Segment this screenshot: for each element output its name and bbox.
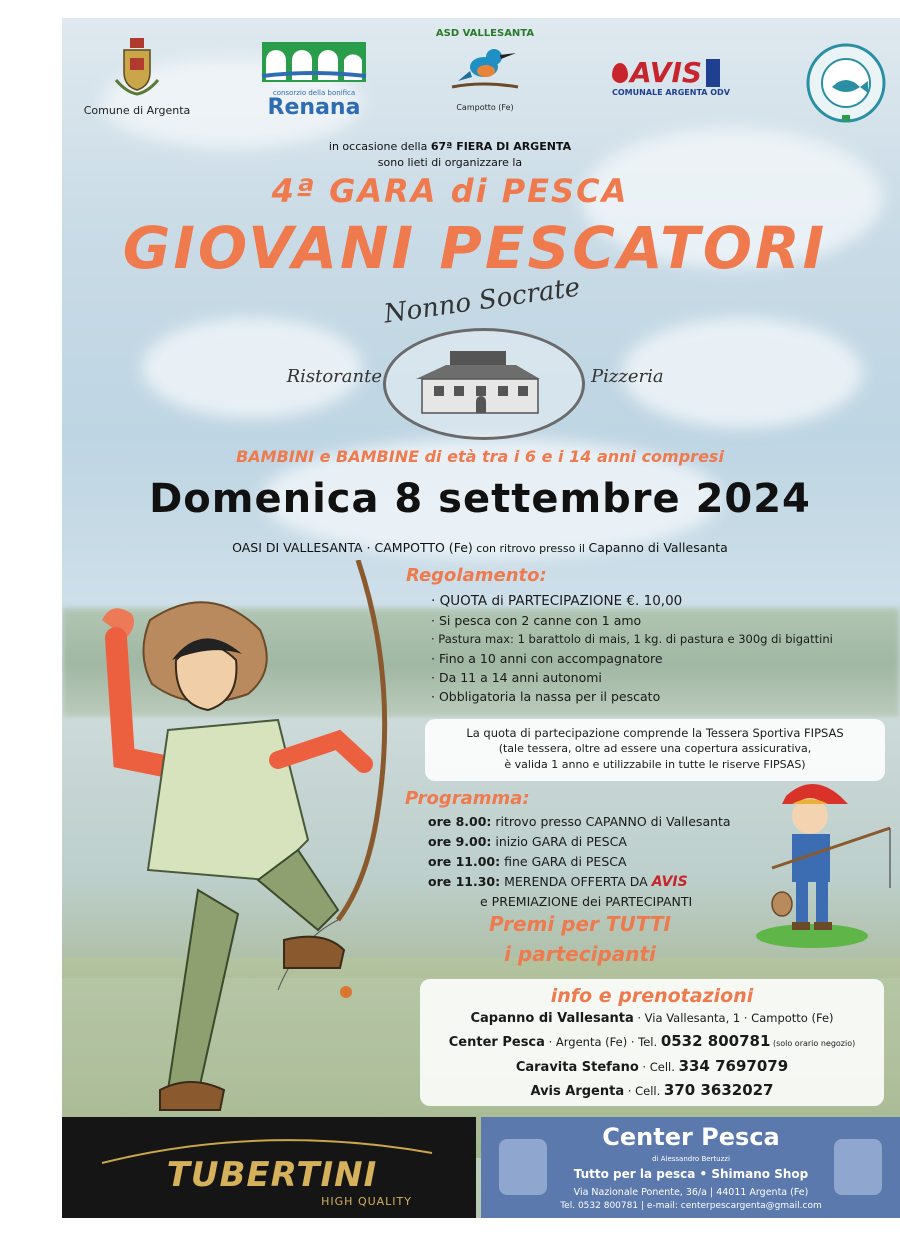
program-text: inizio GARA di PESCA bbox=[495, 834, 627, 849]
center-pesca-banner bbox=[481, 1117, 900, 1218]
info-rest: · Cell. bbox=[638, 1060, 679, 1074]
renana-logo bbox=[258, 40, 370, 120]
info-phone: 334 7697079 bbox=[678, 1057, 789, 1075]
programma-list bbox=[428, 812, 768, 912]
cp-title: Center Pesca bbox=[602, 1123, 780, 1151]
premi-line-2: i partecipanti bbox=[504, 942, 656, 966]
title-line-2: GIOVANI PESCATORI bbox=[122, 214, 828, 282]
child-fisher-illustration bbox=[752, 776, 892, 952]
fipsas-logo bbox=[806, 43, 886, 123]
sponsor-right: Pizzeria bbox=[591, 366, 664, 387]
program-last-line: e PREMIAZIONE dei PARTECIPANTI bbox=[480, 894, 693, 909]
programma-title: Programma: bbox=[405, 788, 530, 809]
cp-tag: Tutto per la pesca • Shimano Shop bbox=[573, 1167, 809, 1181]
info-note: (solo orario negozio) bbox=[770, 1039, 856, 1048]
program-time: ore 8.00: bbox=[428, 814, 492, 829]
location-place: OASI DI VALLESANTA · CAMPOTTO (Fe) bbox=[232, 540, 473, 555]
fish-right-icon bbox=[834, 1139, 882, 1195]
intro-line-2: sono lieti di organizzare la bbox=[377, 156, 523, 169]
info-rest: · Argenta (Fe) · Tel. bbox=[544, 1035, 661, 1049]
intro-pre: in occasione della bbox=[328, 140, 431, 153]
sponsor-left: Ristorante bbox=[286, 366, 382, 387]
location-meet-place: Capanno di Vallesanta bbox=[588, 540, 728, 555]
avis-logo bbox=[612, 58, 744, 104]
rule-item: · Obbligatoria la nassa per il pescato bbox=[431, 689, 661, 704]
tessera-box bbox=[425, 719, 885, 781]
restaurant-building-icon bbox=[386, 331, 582, 437]
rule-item: · Si pesca con 2 canne con 1 amo bbox=[431, 613, 642, 628]
avis-name: AVIS bbox=[630, 56, 703, 89]
cp-owner: di Alessandro Bertuzzi bbox=[652, 1155, 730, 1163]
info-line bbox=[420, 1055, 884, 1079]
sponsor-name: Nonno Socrate bbox=[382, 272, 582, 330]
kingfisher-icon bbox=[432, 39, 538, 99]
program-time: ore 9.00: bbox=[428, 834, 492, 849]
rule-item: · Da 11 a 14 anni autonomi bbox=[431, 670, 602, 685]
program-text: MERENDA OFFERTA DA bbox=[504, 874, 648, 889]
avis-inline-logo: AVIS bbox=[651, 874, 688, 890]
sponsor-oval bbox=[383, 328, 585, 440]
renana-name: Renana bbox=[267, 95, 361, 120]
renana-arches-icon bbox=[258, 40, 370, 84]
premi-line-1: Premi per TUTTI bbox=[489, 912, 671, 936]
info-name: Avis Argenta bbox=[530, 1084, 625, 1099]
rule-item: · QUOTA di PARTECIPAZIONE €. 10,00 bbox=[431, 593, 683, 609]
tessera-line-2: (tale tessera, oltre ad essere una copertura assicurativa, bbox=[498, 742, 812, 755]
info-name: Capanno di Vallesanta bbox=[470, 1011, 634, 1026]
info-box bbox=[420, 979, 884, 1106]
info-line bbox=[420, 1007, 884, 1030]
info-rest: · Via Vallesanta, 1 · Campotto (Fe) bbox=[633, 1011, 834, 1025]
info-name: Center Pesca bbox=[448, 1035, 545, 1050]
rule-item: · Pastura max: 1 barattolo di mais, 1 kg. di pastura e 300g di bigattini bbox=[431, 632, 833, 646]
info-name: Caravita Stefano bbox=[515, 1060, 639, 1075]
tower-icon bbox=[706, 59, 720, 87]
age-line: BAMBINI e BAMBINE di età tra i 6 e i 14 anni compresi bbox=[236, 447, 724, 466]
fish-left-icon bbox=[499, 1139, 547, 1195]
info-phone: 0532 800781 bbox=[660, 1032, 771, 1050]
intro-line-1 bbox=[250, 140, 650, 153]
cp-address: Via Nazionale Ponente, 36/a | 44011 Argenta (Fe) bbox=[573, 1187, 809, 1198]
info-title: info e prenotazioni bbox=[550, 985, 754, 1007]
title-line-1: 4ª GARA di PESCA bbox=[271, 172, 629, 210]
fipsas-emblem-icon bbox=[806, 43, 886, 123]
location-meet-pre: con ritrovo presso il bbox=[472, 542, 589, 555]
avis-drop-icon bbox=[612, 63, 628, 83]
regolamento-list bbox=[431, 592, 891, 706]
comune-label: Comune di Argenta bbox=[83, 104, 191, 117]
asd-sub: Campotto (Fe) bbox=[456, 103, 514, 112]
program-time: ore 11.00: bbox=[428, 854, 501, 869]
tubertini-sub: HIGH QUALITY bbox=[321, 1195, 412, 1208]
program-text: ritrovo presso CAPANNO di Vallesanta bbox=[495, 814, 731, 829]
program-item bbox=[428, 832, 768, 852]
program-text: fine GARA di PESCA bbox=[504, 854, 627, 869]
tubertini-banner bbox=[62, 1117, 476, 1218]
tessera-line-3: è valida 1 anno e utilizzabile in tutte le riserve FIPSAS) bbox=[504, 758, 806, 771]
intro-fair: 67ª FIERA DI ARGENTA bbox=[430, 140, 572, 153]
avis-sub: COMUNALE ARGENTA ODV bbox=[612, 88, 730, 97]
info-line bbox=[420, 1079, 884, 1103]
program-time: ore 11.30: bbox=[428, 874, 501, 889]
info-line bbox=[420, 1030, 884, 1055]
cp-contact: Tel. 0532 800781 | e-mail: centerpescargenta@gmail.com bbox=[560, 1201, 822, 1211]
asd-vallesanta-logo bbox=[432, 28, 538, 128]
program-item bbox=[428, 812, 768, 832]
regolamento-title: Regolamento: bbox=[406, 565, 547, 586]
location-line bbox=[150, 540, 810, 555]
asd-name: ASD VALLESANTA bbox=[435, 28, 535, 39]
comune-crest-icon bbox=[112, 36, 162, 98]
rule-item: · Fino a 10 anni con accompagnatore bbox=[431, 651, 663, 666]
fisherman-boy-illustration bbox=[88, 560, 428, 1120]
event-date: Domenica 8 settembre 2024 bbox=[149, 476, 811, 522]
program-item bbox=[428, 852, 768, 872]
info-phone: 370 3632027 bbox=[663, 1081, 774, 1099]
tessera-line-1: La quota di partecipazione comprende la Tessera Sportiva FIPSAS bbox=[466, 726, 844, 740]
renana-small: consorzio della bonifica bbox=[272, 89, 356, 97]
info-rest: · Cell. bbox=[624, 1084, 664, 1098]
program-item bbox=[428, 872, 768, 892]
tubertini-name: TUBERTINI bbox=[166, 1155, 378, 1195]
fipsas-text bbox=[806, 127, 807, 128]
